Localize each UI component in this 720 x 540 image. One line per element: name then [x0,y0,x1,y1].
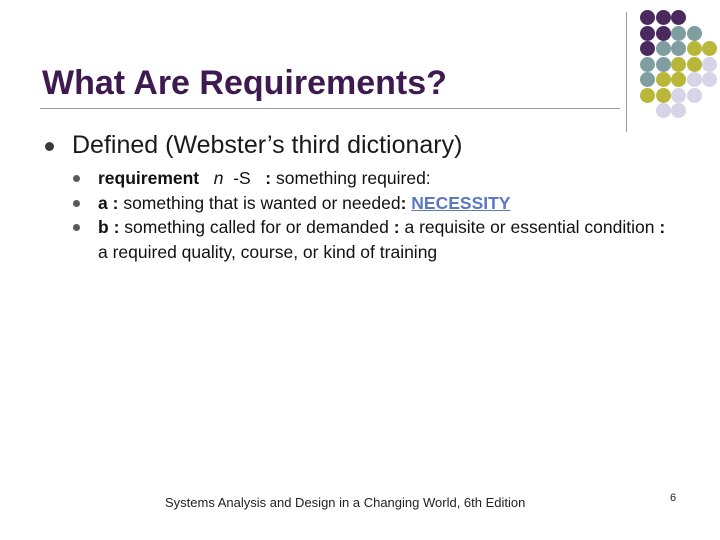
decorative-dot [640,10,655,25]
inflection: -S [233,168,251,188]
definition-item-b [72,215,672,264]
definition-text: something required: [276,168,431,188]
decorative-dot [656,26,671,41]
decorative-dot [687,57,702,72]
sub-bullet-icon [73,200,80,207]
decorative-dot [671,72,686,87]
definition-item-a [72,191,672,216]
decorative-dot [640,26,655,41]
decorative-dot [687,88,702,103]
decorative-dot [702,41,717,56]
decorative-dot [687,26,702,41]
decorative-dot [671,26,686,41]
definition-text: a requisite or essential condition [404,217,655,237]
necessity-link[interactable]: NECESSITY [411,192,511,213]
sense-label: b [98,217,109,237]
bullet-icon [45,142,54,151]
separator: : [112,192,119,213]
sub-bullet-icon [73,175,80,182]
separator: : [113,217,120,237]
definition-item-requirement [72,166,672,191]
decorative-dot [640,57,655,72]
footer-text: Systems Analysis and Design in a Changing World, 6th Edition [165,495,526,510]
decorative-dot [671,10,686,25]
decorative-dot [640,88,655,103]
definition-text: a required quality, course, or kind of training [98,241,438,262]
sense-label: a [98,192,108,213]
decorative-dot [702,57,717,72]
decorative-dot [640,41,655,56]
bullet-definition: Defined (Webster’s third dictionary) [72,131,463,159]
decorative-dot [671,41,686,56]
decorative-dot [671,57,686,72]
definition-list [72,166,672,264]
definition-text: something called for or demanded [124,217,389,237]
decorative-dot [671,103,686,118]
definition-text: something that is wanted or needed [123,192,401,213]
decorative-dot [656,10,671,25]
term: requirement [98,168,200,188]
page-number: 6 [670,492,677,504]
decorative-dot [656,88,671,103]
slide-title: What Are Requirements? [42,64,447,102]
vertical-divider [626,12,627,132]
title-divider [40,108,620,109]
separator: : [265,168,272,188]
decorative-dot [656,72,671,87]
decorative-dot [671,88,686,103]
sub-bullet-icon [73,224,80,231]
decorative-dot [656,103,671,118]
decorative-dot [702,72,717,87]
separator: : [659,217,666,237]
decorative-dot [640,72,655,87]
decorative-dot [656,41,671,56]
separator: : [393,217,400,237]
decorative-dot [656,57,671,72]
decorative-dot [687,41,702,56]
part-of-speech: n [213,168,224,188]
decorative-dot [687,72,702,87]
separator: : [400,192,407,213]
